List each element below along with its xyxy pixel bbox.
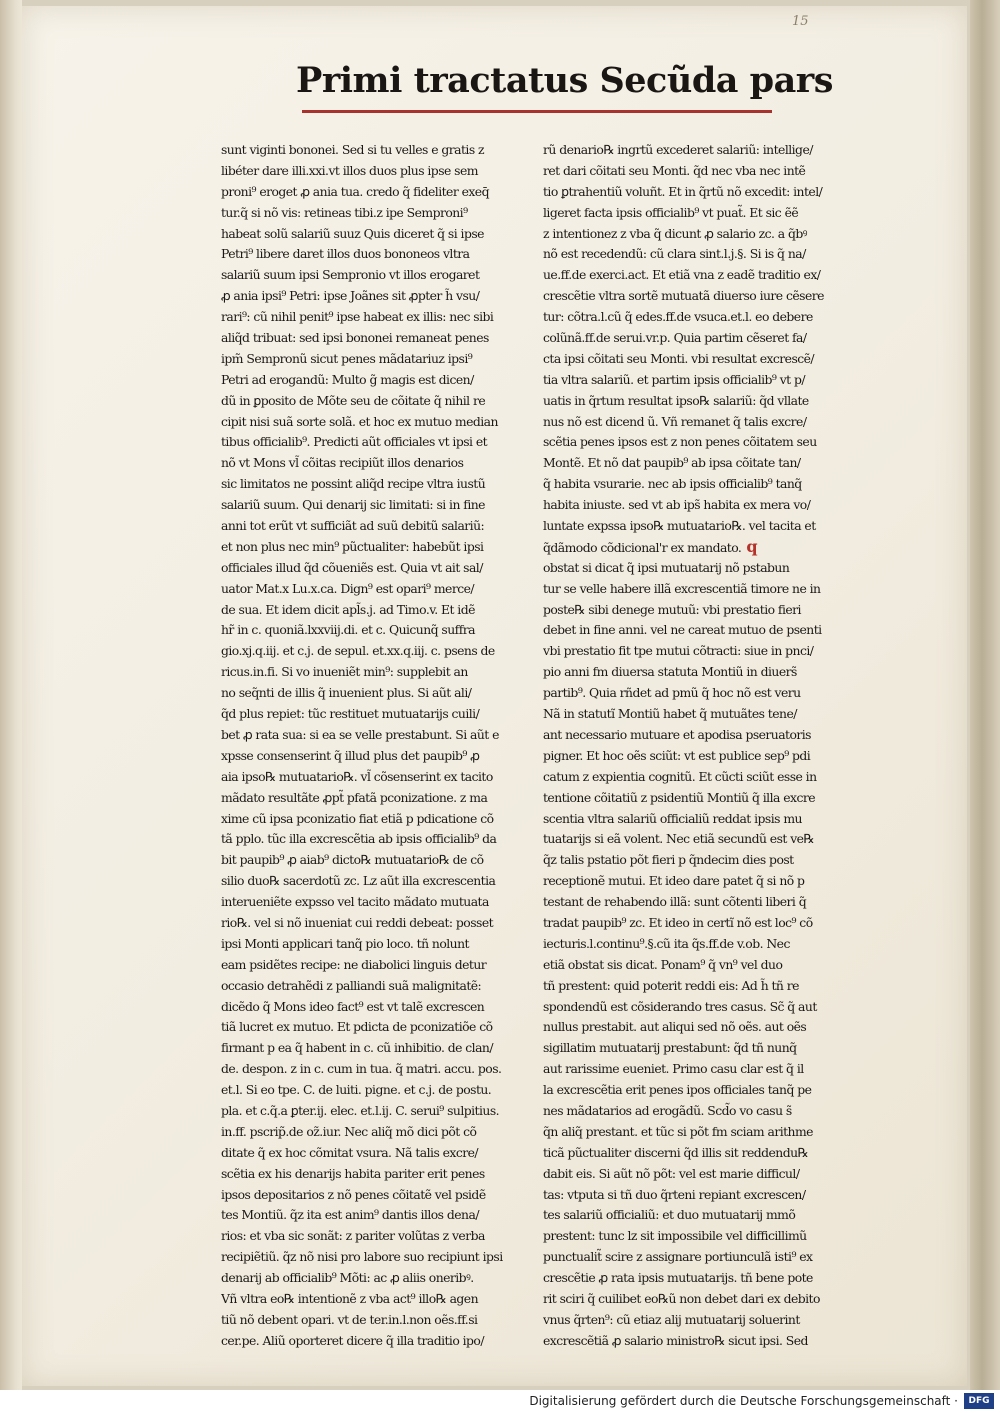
text-line bbox=[543, 683, 861, 704]
line-text: tiã lucret ex mutuo. Et pdicta de pconizatiõe cõ bbox=[221, 1019, 493, 1035]
text-line bbox=[543, 286, 861, 307]
line-text: q̃d plus repiet: tũc restituet mutuatarijs cuili/ bbox=[221, 706, 480, 722]
text-line bbox=[543, 412, 861, 433]
text-line bbox=[221, 1226, 531, 1247]
line-text: partib⁹. Quia rñdet ad pmũ q̃ hoc nõ est veru bbox=[543, 685, 801, 701]
line-text: etiã obstat sis dicat. Ponam⁹ q̃ vn⁹ vel duo bbox=[543, 956, 783, 972]
text-line bbox=[543, 537, 861, 558]
line-text: sunt viginti bononei. Sed si tu velles e gratis z bbox=[221, 142, 485, 157]
text-line bbox=[543, 1268, 861, 1289]
dfg-logo: DFG bbox=[964, 1393, 994, 1409]
line-text: ligeret facta ipsis officialib⁹ vt puat̃. Et sic ẽẽ bbox=[543, 204, 799, 220]
line-text: Nã in statutĩ Montiũ habet q̃ mutuãtes tene/ bbox=[543, 706, 797, 722]
text-line bbox=[221, 412, 531, 433]
line-text: eam psidẽtes recipe: ne diabolici linguis detur bbox=[221, 956, 487, 972]
line-text: tes salariũ officialiũ: et duo mutuatarij mmõ bbox=[543, 1207, 796, 1223]
running-heading: Primi tractatus Secũda pars bbox=[296, 60, 776, 114]
text-line bbox=[221, 537, 531, 558]
text-line bbox=[543, 1226, 861, 1247]
line-text: ue.ff.de exerci.act. Et etiã vna z eadẽ traditio ex/ bbox=[543, 267, 821, 283]
text-line bbox=[543, 391, 861, 412]
line-text: nes mãdatarios ad erogãdũ. Scd̃o vo casu s̃ bbox=[543, 1102, 792, 1118]
line-text: occasio detrahẽdi z palliandi suã malignitatẽ: bbox=[221, 977, 482, 993]
text-line bbox=[221, 579, 531, 600]
text-line bbox=[543, 600, 861, 621]
text-line bbox=[543, 1080, 861, 1101]
text-line bbox=[221, 516, 531, 537]
text-line bbox=[221, 1101, 531, 1122]
line-text: recipiẽtiũ. q̃z nõ nisi pro labore suo recipiunt ipsi bbox=[221, 1249, 503, 1265]
line-text: ricus.in.fi. Si vo inueniẽt min⁹: supplebit an bbox=[221, 664, 468, 680]
text-line bbox=[543, 620, 861, 641]
line-text: xime cũ ipsa pconizatio fiat etiã p pdicatione cõ bbox=[221, 810, 494, 826]
text-line bbox=[221, 620, 531, 641]
text-line bbox=[543, 579, 861, 600]
text-line bbox=[221, 725, 531, 746]
line-text: crescẽtie ꝓ rata ipsis mutuatarijs. tñ bene pote bbox=[543, 1270, 813, 1286]
page-stack-edge bbox=[970, 0, 1000, 1390]
line-text: dicẽdo q̃ Mons ideo fact⁹ est vt talẽ excrescen bbox=[221, 998, 485, 1014]
line-text: cta ipsi cõitati seu Monti. vbi resultat excrescẽ/ bbox=[543, 350, 815, 366]
line-text: tã pplo. tũc illa excrescẽtia ab ipsis officialib⁹ da bbox=[221, 831, 497, 847]
line-text: rari⁹: cũ nihil penit⁹ ipse habeat ex illis: nec sibi bbox=[221, 309, 494, 325]
text-line bbox=[221, 265, 531, 286]
line-text: in.ff. pscrip̃.de oz̃.iur. Nec aliq̃ mõ dici põt cõ bbox=[221, 1123, 477, 1139]
text-line bbox=[221, 788, 531, 809]
text-line bbox=[543, 641, 861, 662]
text-line bbox=[221, 182, 531, 203]
line-text: scentia vltra salariũ officialiũ reddat ipsis mu bbox=[543, 810, 802, 826]
line-text: gio.xj.q.iij. et c.j. de sepul. et.xx.q.iij. c. psens de bbox=[221, 643, 495, 659]
line-text: obstat si dicat q̃ ipsi mutuatarij nõ pstabun bbox=[543, 559, 790, 575]
line-text: aia ipso℞ mutuatario℞. vl̃ cõsenserint ex tacito bbox=[221, 768, 493, 784]
text-line bbox=[543, 203, 861, 224]
line-text: rios: et vba sic sonãt: z pariter volũtas z verba bbox=[221, 1228, 485, 1244]
text-line bbox=[543, 1205, 861, 1226]
line-text: tur: cõtra.l.cũ q̃ edes.ff.de vsuca.et.l. eo debere bbox=[543, 309, 813, 325]
text-line bbox=[543, 662, 861, 683]
line-text: libéter dare illi.xxi.vt illos duos plus ipse sem bbox=[221, 162, 478, 178]
text-line bbox=[543, 1310, 861, 1331]
line-text: luntate expssa ipso℞ mutuatario℞. vel tacita et bbox=[543, 518, 816, 534]
line-text: nõ vt Mons vl̃ cõitas recipiũt illos denarios bbox=[221, 455, 464, 471]
line-text: hr̃ in c. quoniã.lxxviij.di. et c. Quicunq̃ suffra bbox=[221, 622, 475, 638]
line-text: tur se velle habere illã excrescentiã timore ne in bbox=[543, 580, 821, 596]
line-text: ret dari cõitati seu Monti. q̃d nec vba nec intẽ bbox=[543, 162, 806, 178]
line-text: nus nõ est dicend ũ. Vñ remanet q̃ talis excre/ bbox=[543, 413, 807, 429]
line-text: ꝓ ania ipsi⁹ Petri: ipse Joãnes sit ꝓpter h̃ vsu/ bbox=[221, 288, 480, 304]
text-line bbox=[221, 955, 531, 976]
text-line bbox=[543, 1059, 861, 1080]
text-line bbox=[221, 1017, 531, 1038]
line-text: pla. et c.q̃.a ꝑter.ij. elec. et.l.ij. C. serui⁹ sulpitius. bbox=[221, 1102, 500, 1118]
line-text: denarij ab officialib⁹ Mõti: ac ꝓ aliis oneribꝰ. bbox=[221, 1270, 474, 1286]
line-text: crescẽtie vltra sortẽ mutuatã diuerso iure cẽsere bbox=[543, 288, 824, 304]
text-line bbox=[543, 328, 861, 349]
line-text: spondendũ est cõsiderando tres casus. Sc̃ q̃ aut bbox=[543, 998, 817, 1014]
text-line bbox=[221, 1205, 531, 1226]
text-line bbox=[221, 600, 531, 621]
footer-bar bbox=[0, 1390, 1000, 1413]
text-line bbox=[221, 224, 531, 245]
line-text: tuatarijs si eã volent. Nec etiã secundũ est ve℞ bbox=[543, 831, 814, 847]
text-line bbox=[221, 704, 531, 725]
line-text: mãdato resultãte ꝓpt̃ pfatã pconizatione. z ma bbox=[221, 789, 488, 805]
line-text: uator Mat.x Lu.x.ca. Dign⁹ est opari⁹ merce/ bbox=[221, 580, 475, 596]
line-text: poste℞ sibi denege mutuũ: vbi prestatio fieri bbox=[543, 601, 801, 617]
text-line bbox=[221, 161, 531, 182]
line-text: et.l. Si eo tpe. C. de luiti. pigne. et c.j. de postu. bbox=[221, 1082, 492, 1098]
text-line bbox=[543, 746, 861, 767]
text-line bbox=[221, 453, 531, 474]
text-line bbox=[543, 224, 861, 245]
line-text: ipsos depositarios z nõ penes cõitatẽ vel psidẽ bbox=[221, 1186, 486, 1202]
text-line bbox=[221, 913, 531, 934]
text-line bbox=[221, 432, 531, 453]
text-line bbox=[221, 1247, 531, 1268]
line-text: tes Montiũ. q̃z ita est anim⁹ dantis illos dena/ bbox=[221, 1207, 479, 1223]
line-text: Petri⁹ libere daret illos duos bononeos vltra bbox=[221, 246, 470, 262]
binding-edge bbox=[0, 0, 22, 1390]
text-line bbox=[543, 307, 861, 328]
line-text: receptionẽ mutui. Et ideo dare patet q̃ si nõ p bbox=[543, 873, 805, 889]
line-text: iecturis.l.continu⁹.§.cũ ita q̃s.ff.de v.ob. Nec bbox=[543, 935, 790, 951]
text-line bbox=[221, 976, 531, 997]
line-text: xpsse consenserint q̃ illud plus det paupib⁹ ꝓ bbox=[221, 747, 480, 763]
text-line bbox=[543, 1143, 861, 1164]
line-text: ticã pũctualiter discerni q̃d illis sit reddendu℞ bbox=[543, 1144, 809, 1160]
text-line bbox=[543, 725, 861, 746]
text-line bbox=[221, 1185, 531, 1206]
text-line bbox=[543, 829, 861, 850]
text-line bbox=[221, 307, 531, 328]
line-text: q̃ habita vsurarie. nec ab ipsis officialib⁹ tanq̃ bbox=[543, 476, 802, 492]
text-line bbox=[543, 1289, 861, 1310]
text-line bbox=[221, 370, 531, 391]
line-text: pigner. Et hoc oẽs sciũt: vt est publice sep⁹ pdi bbox=[543, 747, 811, 763]
text-line bbox=[221, 892, 531, 913]
text-line bbox=[221, 328, 531, 349]
line-text: colũnã.ff.de serui.vr.p. Quia partim cẽseret fa/ bbox=[543, 330, 807, 346]
line-text: Petri ad erogandũ: Multo g̃ magis est dicen/ bbox=[221, 371, 474, 387]
line-text: prestent: tunc lz sit impossibile vel difficillimũ bbox=[543, 1228, 807, 1244]
text-line bbox=[221, 286, 531, 307]
text-line bbox=[221, 997, 531, 1018]
text-line bbox=[221, 495, 531, 516]
line-text: firmant p ea q̃ habent in c. cũ inhibitio. de clan/ bbox=[221, 1040, 493, 1056]
line-text: dũ in ꝑposito de Mõte seu de cõitate q̃ nihil re bbox=[221, 392, 486, 408]
line-text: proni⁹ eroget ꝓ ania tua. credo q̃ fideliter exeq̄ bbox=[221, 183, 489, 199]
line-text: cipit nisi suã sorte solã. et hoc ex mutuo median bbox=[221, 413, 498, 429]
text-line bbox=[221, 662, 531, 683]
line-text: salariũ suum ipsi Sempronio vt illos erogaret bbox=[221, 267, 480, 283]
text-line bbox=[543, 1185, 861, 1206]
text-line bbox=[543, 1164, 861, 1185]
line-text: Vñ vltra eo℞ intentionẽ z vba act⁹ illo℞ agen bbox=[221, 1290, 478, 1306]
text-line bbox=[543, 871, 861, 892]
text-line bbox=[221, 934, 531, 955]
line-text: et non plus nec min⁹ pũctualiter: habebũt ipsi bbox=[221, 538, 484, 554]
text-line bbox=[543, 1101, 861, 1122]
text-line bbox=[543, 934, 861, 955]
text-line bbox=[543, 161, 861, 182]
text-line bbox=[221, 746, 531, 767]
text-line bbox=[543, 182, 861, 203]
line-text: rit sciri q̃ cuilibet eo℞ũ non debet dari ex debito bbox=[543, 1290, 820, 1306]
line-text: habeat solũ salariũ suuz Quis diceret q̃ si ipse bbox=[221, 225, 484, 241]
line-text: debet in fine anni. vel ne careat mutuo de psenti bbox=[543, 622, 822, 638]
line-text: punctualit̃ scire z assignare portiunculã isti⁹ ex bbox=[543, 1249, 813, 1265]
text-line bbox=[543, 1122, 861, 1143]
line-text: testant de rehabendo illã: sunt cõtenti liberi q̃ bbox=[543, 894, 807, 910]
text-line bbox=[543, 767, 861, 788]
text-line bbox=[543, 516, 861, 537]
text-line bbox=[221, 1038, 531, 1059]
text-line bbox=[221, 1289, 531, 1310]
line-text: ipsi Monti applicari tanq̃ pio loco. tñ nolunt bbox=[221, 935, 469, 951]
line-text: dabit eis. Si aũt nõ põt: vel est marie difficul/ bbox=[543, 1165, 800, 1181]
text-line bbox=[221, 1143, 531, 1164]
line-text: anni tot erũt vt sufficiãt ad suũ debitũ salariũ: bbox=[221, 518, 485, 534]
text-line bbox=[221, 349, 531, 370]
text-line bbox=[543, 850, 861, 871]
red-rubric-initial: q bbox=[741, 536, 757, 556]
text-line bbox=[543, 1247, 861, 1268]
line-text: tibus officialib⁹. Predicti aũt officiales vt ipsi et bbox=[221, 434, 488, 450]
line-text: cer.pe. Aliũ oporteret dicere q̃ illa traditio ipo/ bbox=[221, 1332, 484, 1348]
text-line bbox=[221, 767, 531, 788]
text-line bbox=[543, 474, 861, 495]
text-line bbox=[221, 641, 531, 662]
text-line bbox=[543, 892, 861, 913]
line-text: officiales illud q̃d cõueniẽs est. Quia vt ait sal/ bbox=[221, 559, 483, 575]
line-text: tur.q̃ si nõ vis: retineas tibi.z ipe Semproni⁹ bbox=[221, 204, 468, 220]
text-line bbox=[221, 140, 531, 161]
text-line bbox=[543, 809, 861, 830]
line-text: catum z expientia cognitũ. Et cũcti sciũt esse in bbox=[543, 768, 817, 784]
line-text: q̃dãmodo cõdicional'r ex mandato. bbox=[543, 539, 742, 555]
line-text: pio anni fm diuersa statuta Montiũ in diuers̃ bbox=[543, 664, 797, 680]
line-text: la excrescẽtia erit penes ipos officiales tanq̃ pe bbox=[543, 1082, 812, 1098]
line-text: sic limitatos ne possint aliq̃d recipe vltra iustũ bbox=[221, 476, 486, 492]
text-line bbox=[221, 474, 531, 495]
text-line bbox=[221, 1059, 531, 1080]
text-line bbox=[221, 1164, 531, 1185]
text-line bbox=[221, 683, 531, 704]
line-text: tentione cõitatiũ z psidentiũ Montiũ q̃ illa excre bbox=[543, 789, 815, 805]
text-line bbox=[543, 495, 861, 516]
line-text: tiũ nõ debent opari. vt de ter.in.l.non oẽs.ff.si bbox=[221, 1311, 478, 1327]
text-line bbox=[221, 1310, 531, 1331]
text-line bbox=[221, 558, 531, 579]
text-line bbox=[543, 1331, 861, 1352]
line-text: tas: vtputa si tñ duo q̃rteni repiant excrescen/ bbox=[543, 1186, 806, 1202]
line-text: tradat paupib⁹ zc. Et ideo in certĩ nõ est loc⁹ cõ bbox=[543, 914, 813, 930]
text-line bbox=[543, 997, 861, 1018]
text-line bbox=[543, 432, 861, 453]
text-line bbox=[543, 788, 861, 809]
text-line bbox=[543, 349, 861, 370]
funding-credit: Digitalisierung gefördert durch die Deutsche Forschungsgemeinschaft · bbox=[529, 1394, 958, 1408]
text-line bbox=[543, 913, 861, 934]
text-line bbox=[221, 809, 531, 830]
line-text: salariũ suum. Qui denarij sic limitati: si in fine bbox=[221, 497, 485, 513]
line-text: de. despon. z in c. cum in tua. q̃ matri. accu. pos. bbox=[221, 1061, 502, 1077]
text-line bbox=[221, 203, 531, 224]
line-text: bet ꝓ rata sua: si ea se velle prestabunt. Si aũt e bbox=[221, 726, 499, 742]
text-line bbox=[543, 955, 861, 976]
line-text: tio ꝑtrahentiũ voluñt. Et in q̃rtũ nõ excedit: intel/ bbox=[543, 183, 823, 199]
text-line bbox=[543, 704, 861, 725]
text-line bbox=[543, 453, 861, 474]
line-text: scẽtia ex his denarijs habita pariter erit penes bbox=[221, 1165, 485, 1181]
text-line bbox=[543, 1017, 861, 1038]
line-text: bit paupib⁹ ꝓ aiab⁹ dicto℞ mutuatario℞ de cõ bbox=[221, 852, 484, 868]
line-text: silio duo℞ sacerdotũ zc. Lz aũt illa excrescentia bbox=[221, 873, 496, 889]
text-line bbox=[543, 976, 861, 997]
line-text: uatis in q̃rtum resultat ipso℞ salariũ: q̃d vllate bbox=[543, 392, 809, 408]
text-line bbox=[221, 1268, 531, 1289]
line-text: ditate q̃ ex hoc cõmitat vsura. Nã talis excre/ bbox=[221, 1144, 479, 1160]
line-text: excrescẽtiã ꝓ salario ministro℞ sicut ipsi. Sed bbox=[543, 1332, 808, 1348]
line-text: interueniẽte expsso vel tacito mãdato mutuata bbox=[221, 894, 489, 910]
line-text: vnus q̃rten⁹: cũ etiaz alij mutuatarij soluerint bbox=[543, 1311, 800, 1327]
line-text: scẽtia penes ipsos est z non penes cõitatem seu bbox=[543, 434, 817, 450]
line-text: nullus prestabit. aut aliqui sed nõ oẽs. aut oẽs bbox=[543, 1019, 807, 1035]
line-text: aliq̃d tribuat: sed ipsi bononei remaneat penes bbox=[221, 330, 489, 346]
line-text: rio℞. vel si nõ inueniat cui reddi debeat: posset bbox=[221, 914, 494, 930]
line-text: rũ denario℞ ingrtũ excederet salariũ: intellige/ bbox=[543, 142, 813, 157]
line-text: de sua. Et idem dicit apl̃s.j. ad Timo.v. Et idẽ bbox=[221, 601, 475, 617]
folio-number: 15 bbox=[792, 14, 809, 29]
line-text: vbi prestatio fit tpe mutui cõtracti: siue in pnci/ bbox=[543, 643, 814, 659]
line-text: tñ prestent: quid poterit reddi eis: Ad h̃ tñ re bbox=[543, 977, 799, 993]
line-text: Montẽ. Et nõ dat paupib⁹ ab ipsa cõitate tan/ bbox=[543, 455, 801, 471]
line-text: q̃n aliq̃ prestant. et tũc si põt fm sciam arithme bbox=[543, 1123, 813, 1139]
text-line bbox=[543, 370, 861, 391]
text-line bbox=[221, 871, 531, 892]
text-line bbox=[221, 244, 531, 265]
line-text: q̃z talis pstatio põt fieri p q̃ndecim dies post bbox=[543, 852, 794, 868]
left-text-column bbox=[221, 140, 531, 1352]
text-line bbox=[221, 1122, 531, 1143]
text-line bbox=[543, 140, 861, 161]
text-line bbox=[221, 1080, 531, 1101]
line-text: ipm̃ Sempronũ sicut penes mãdatariuz ipsi⁹ bbox=[221, 350, 473, 366]
text-line bbox=[221, 1331, 531, 1352]
text-line bbox=[543, 265, 861, 286]
line-text: no seq̃nti de illis q̃ inuenient plus. Si aũt ali/ bbox=[221, 685, 472, 701]
line-text: ant necessario mutuare et apodisa pseruatoris bbox=[543, 726, 811, 742]
text-line bbox=[543, 244, 861, 265]
text-line bbox=[543, 1038, 861, 1059]
right-text-column bbox=[543, 140, 861, 1352]
line-text: tia vltra salariũ. et partim ipsis officialib⁹ vt p/ bbox=[543, 371, 806, 387]
line-text: habita iniuste. sed vt ab ips̃ habita ex mera vo/ bbox=[543, 497, 811, 513]
line-text: sigillatim mutuatarij prestabunt: q̃d tñ nunq̃ bbox=[543, 1040, 797, 1056]
text-line bbox=[221, 391, 531, 412]
text-line bbox=[221, 850, 531, 871]
line-text: nõ est recedendũ: cũ clara sint.l.j.§. Si is q̃ na/ bbox=[543, 246, 806, 262]
text-line bbox=[221, 829, 531, 850]
line-text: aut rarissime eueniet. Primo casu clar est q̃ il bbox=[543, 1061, 804, 1077]
line-text: z intentionez z vba q̃ dicunt ꝓ salario zc. a q̃bꝰ bbox=[543, 225, 807, 241]
text-line bbox=[543, 558, 861, 579]
